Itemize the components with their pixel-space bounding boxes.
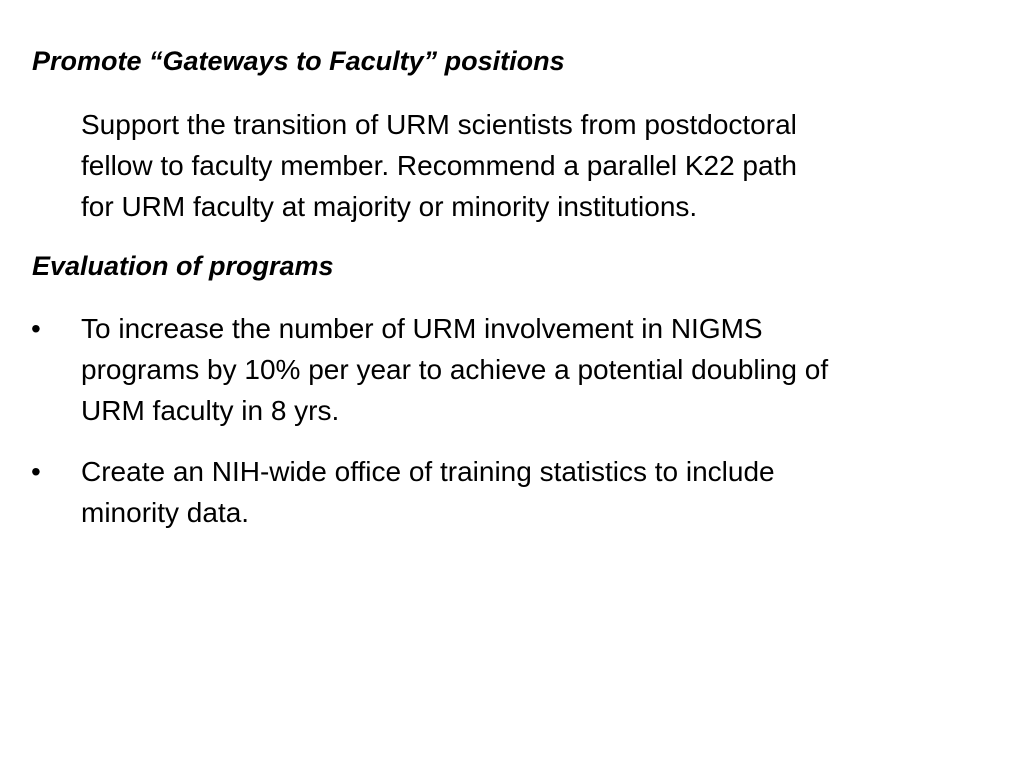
- paragraph-line: for URM faculty at majority or minority institutions.: [81, 191, 698, 222]
- bullet-text: [81, 451, 1001, 533]
- bullet-icon: •: [31, 313, 41, 344]
- bullet-line: URM faculty in 8 yrs.: [81, 395, 340, 426]
- paragraph-line: fellow to faculty member. Recommend a parallel K22 path: [81, 150, 797, 181]
- bullet-line: minority data.: [81, 497, 250, 528]
- bullet-line: programs by 10% per year to achieve a potential doubling of: [81, 354, 829, 385]
- heading-gateways-to-faculty: Promote “Gateways to Faculty” positions: [32, 46, 565, 76]
- heading-evaluation-of-programs: Evaluation of programs: [32, 251, 334, 281]
- bullet-text: [81, 308, 1001, 431]
- paragraph-support-transition: [81, 104, 1001, 227]
- bullet-icon: •: [31, 456, 41, 487]
- bullet-line: To increase the number of URM involvement in NIGMS: [81, 313, 763, 344]
- paragraph-line: Support the transition of URM scientists from postdoctoral: [81, 109, 797, 140]
- bullet-line: Create an NIH-wide office of training statistics to include: [81, 456, 775, 487]
